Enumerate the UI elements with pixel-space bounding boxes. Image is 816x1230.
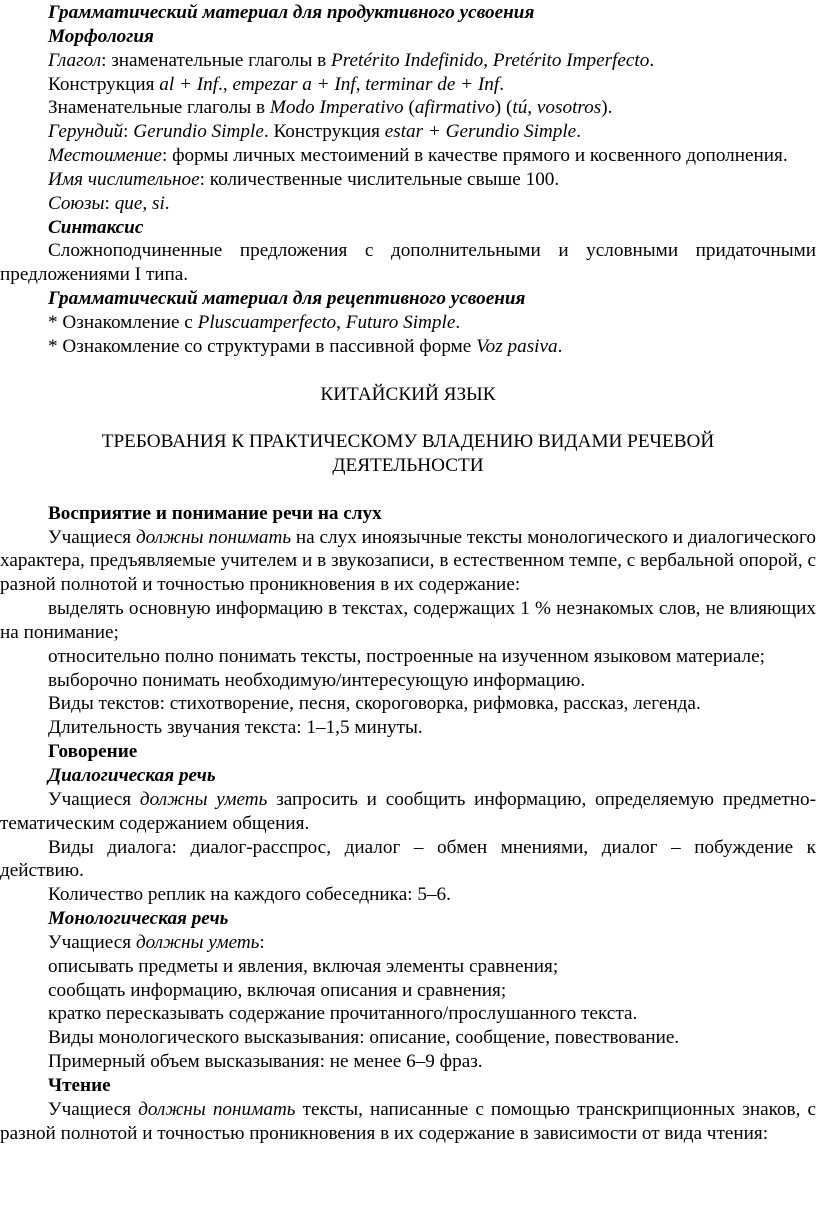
tense-imperfecto: Pretérito Imperfecto (492, 49, 650, 71)
dialog-types: Виды диалога: диалог-расспрос, диалог – обмен мнениями, диалог – побуждение к действию. (0, 836, 816, 882)
tense-indefinido: Pretérito Indefinido (331, 49, 484, 71)
receptive-item-2: * Ознакомление со структурами в пассивной форме Voz pasiva. (48, 335, 563, 357)
monolog-heading: Монологическая речь (48, 908, 229, 930)
construction-paragraph: Конструкция al + Inf., empezar a + Inf, terminar de + Inf. (48, 73, 505, 95)
listening-item-1: выделять основную информацию в текстах, содержащих 1 % незнакомых слов, не влияющих на понимание; (0, 598, 816, 643)
morphology-heading: Морфология (48, 25, 154, 47)
receptive-item-1: * Ознакомление с Pluscuamperfecto, Futuro Simple. (48, 311, 461, 333)
monolog-types: Виды монологического высказывания: описание, сообщение, повествование. (48, 1027, 680, 1049)
syntax-paragraph: Сложноподчиненные предложения с дополнительными и условными придаточными предложениями I типа. (0, 240, 816, 286)
listening-heading: Восприятие и понимание речи на слух (48, 502, 382, 524)
listening-item-3: выборочно понимать необходимую/интересующую информацию. (48, 669, 586, 691)
gerund-paragraph: Герундий: Gerundio Simple. Конструкция estar + Gerundio Simple. (48, 121, 581, 143)
reading-intro: Учащиеся должны понимать тексты, написанные с помощью транскрипционных знаков, с разной полнотой и точностью проникновения в их содержание в зависимости от вида чтения: (0, 1098, 816, 1144)
listening-intro: Учащиеся должны понимать на слух иноязычные тексты монологического и диалогического характера, предъявляемые учителем и в звукозаписи, в естественном темпе, с вербальной опорой, с разной полнотой и точностью проникновения в их содержание: (0, 526, 816, 596)
listening-duration: Длительность звучания текста: 1–1,5 минуты. (48, 717, 423, 739)
monolog-item-1: описывать предметы и явления, включая элементы сравнения; (48, 955, 559, 977)
section-title-chinese: КИТАЙСКИЙ ЯЗЫК (320, 383, 496, 405)
monolog-intro: Учащиеся должны уметь: (48, 931, 265, 953)
speaking-heading: Говорение (48, 741, 138, 763)
dialog-replicas: Количество реплик на каждого собеседника: 5–6. (48, 884, 451, 906)
requirements-title: ТРЕБОВАНИЯ К ПРАКТИЧЕСКОМУ ВЛАДЕНИЮ ВИДАМИ РЕЧЕВОЙ ДЕЯТЕЛЬНОСТИ (101, 431, 715, 477)
dialog-intro: Учащиеся должны уметь запросить и сообщить информацию, определяемую предметно-тематическим содержанием общения. (0, 788, 816, 834)
conjunctions-paragraph: Союзы: que, si. (48, 192, 170, 214)
productive-grammar-heading: Грамматический материал для продуктивного усвоения (48, 2, 535, 23)
numeral-paragraph: Имя числительное: количественные числительные свыше 100. (48, 168, 560, 190)
dialog-heading: Диалогическая речь (48, 765, 216, 786)
monolog-volume: Примерный объем высказывания: не менее 6–9 фраз. (48, 1051, 483, 1073)
receptive-grammar-heading: Грамматический материал для рецептивного усвоения (48, 288, 526, 310)
listening-text-types: Виды текстов: стихотворение, песня, скороговорка, рифмовка, рассказ, легенда. (48, 693, 701, 715)
listening-item-2: относительно полно понимать тексты, построенные на изученном языковом материале; (48, 645, 765, 667)
pronoun-paragraph: Местоимение: формы личных местоимений в качестве прямого и косвенного дополнения. (48, 145, 788, 167)
monolog-item-2: сообщать информацию, включая описания и сравнения; (48, 979, 507, 1001)
syntax-heading: Синтаксис (48, 216, 144, 238)
verb-label: Глагол (48, 49, 102, 71)
spacer (0, 478, 816, 502)
spacer (0, 406, 816, 430)
monolog-item-3: кратко пересказывать содержание прочитанного/прослушанного текста. (48, 1003, 638, 1025)
imperative-paragraph: Знаменательные глаголы в Modo Imperativo (afirmativo) (tú, vosotros). (48, 97, 613, 119)
spacer (0, 359, 816, 383)
reading-heading: Чтение (48, 1074, 111, 1096)
verb-paragraph: Глагол: знаменательные глаголы в Pretérito Indefinido, Pretérito Imperfecto. (48, 49, 655, 71)
